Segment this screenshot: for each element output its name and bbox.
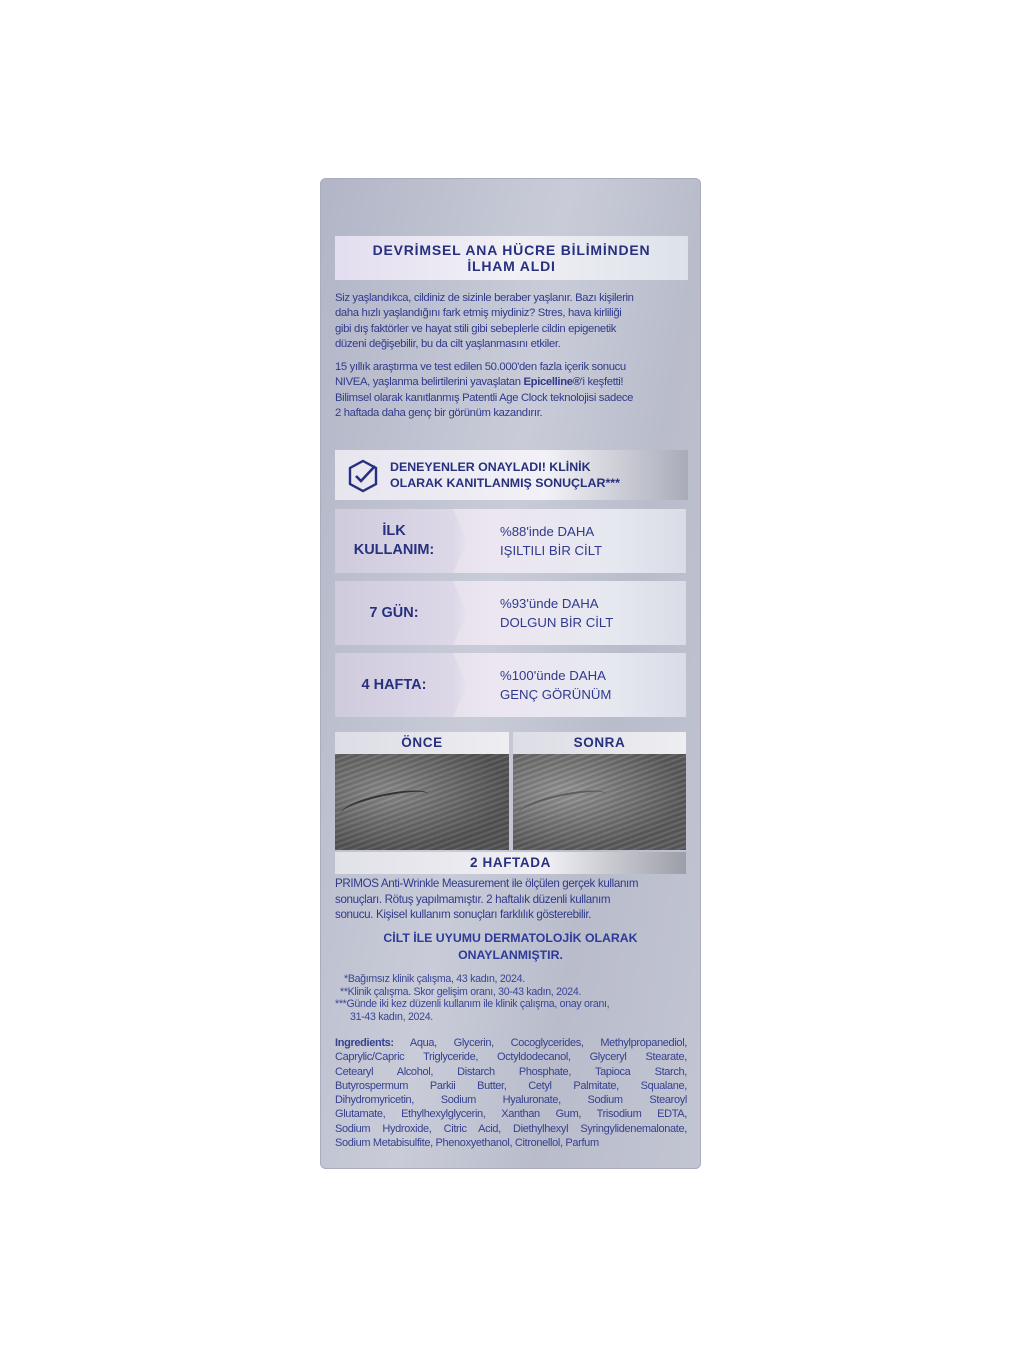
after-label: SONRA xyxy=(513,732,686,754)
text-line: daha hızlı yaşlandığını fark etmiş miydiniz? Stres, hava kirliliği xyxy=(335,307,622,320)
result-row-4-weeks xyxy=(335,653,686,717)
result-label xyxy=(335,653,453,717)
text-line xyxy=(335,1036,687,1050)
result-value xyxy=(467,653,686,717)
result-value xyxy=(467,581,686,645)
chevron-divider xyxy=(453,581,467,645)
result-label xyxy=(335,581,453,645)
dermatology-claim xyxy=(335,930,686,964)
text-line: Butyrospermum Parkii Butter, Cetyl Palmitate, Squalane, xyxy=(335,1079,687,1092)
result-row-7-days xyxy=(335,581,686,645)
text-line: sonuçları. Rötuş yapılmamıştır. 2 haftalık düzenli kullanım xyxy=(335,892,611,906)
text-line: ONAYLANMIŞTIR. xyxy=(458,948,563,962)
epicelline-brand: Epicelline® xyxy=(523,376,581,389)
before-skin-image xyxy=(335,754,509,850)
label-line: KULLANIM: xyxy=(353,542,435,558)
text-line: Dihydromyricetin, Sodium Hyaluronate, Sodium Stearoyl xyxy=(335,1094,687,1107)
text-segment: NIVEA, yaşlanma belirtilerini yavaşlatan xyxy=(335,376,524,389)
text-line: Glutamate, Ethylhexylglycerin, Xanthan Gum, Trisodium EDTA, xyxy=(335,1108,687,1121)
research-paragraph xyxy=(335,360,690,422)
text-line: Sodium Hydroxide, Citric Acid, Diethylhexyl Syringylidenemalonate, xyxy=(335,1122,687,1135)
measurement-note xyxy=(335,876,690,923)
period-label: 2 HAFTADA xyxy=(335,852,686,874)
footnote: **Klinik çalışma. Skor gelişim oranı, 30-43 kadın, 2024. xyxy=(340,985,582,998)
headline-line: İLHAM ALDI xyxy=(467,258,556,274)
value-line: IŞILTILI BİR CİLT xyxy=(500,543,603,558)
result-row-first-use xyxy=(335,509,686,573)
label-line: İLK xyxy=(382,523,406,539)
text-line: 2 haftada daha genç bir görünüm kazandırır. xyxy=(335,407,543,420)
headline-box xyxy=(335,236,688,280)
text-line: Cetearyl Alcohol, Distarch Phosphate, Tapioca Starch, xyxy=(335,1065,687,1078)
text-line: 15 yıllık araştırma ve test edilen 50.000'den fazla içerik sonucu xyxy=(335,361,626,373)
before-label: ÖNCE xyxy=(335,732,509,754)
text-line: Siz yaşlandıkca, cildiniz de sizinle beraber yaşlanır. Bazı kişilerin xyxy=(335,292,634,304)
result-value xyxy=(467,509,686,573)
text-line: gibi dış faktörler ve hayat stili gibi sebeplerle cildin epigenetik xyxy=(335,322,617,335)
chevron-divider xyxy=(453,509,467,573)
ingredients-list xyxy=(335,1036,687,1150)
label-line: 7 GÜN: xyxy=(369,604,419,621)
label-line: 4 HAFTA: xyxy=(361,676,427,693)
value-line: %100'ünde DAHA xyxy=(500,668,606,683)
text-line: Sodium Metabisulfite, Phenoxyethanol, Citronellol, Parfum xyxy=(335,1137,599,1150)
text-line: Bilimsel olarak kanıtlanmış Patentli Age Clock teknolojisi sadece xyxy=(335,391,634,404)
intro-paragraph xyxy=(335,291,690,353)
result-label xyxy=(335,509,453,573)
headline-line: DEVRİMSEL ANA HÜCRE BİLİMİNDEN xyxy=(372,242,651,258)
ingredients-label: Ingredients: xyxy=(335,1037,394,1049)
chevron-divider xyxy=(453,653,467,717)
text-line: Caprylic/Capric Triglyceride, Octyldodecanol, Glyceryl Stearate, xyxy=(335,1051,687,1064)
text-line: sonucu. Kişisel kullanım sonuçları farklılık gösterebilir. xyxy=(335,908,592,922)
value-line: %93'ünde DAHA xyxy=(500,596,599,611)
text-line: düzeni değişebilir, bu da cilt yaşlanmasını etkiler. xyxy=(335,338,561,351)
value-line: DOLGUN BİR CİLT xyxy=(500,615,614,630)
footnote: ***Günde iki kez düzenli kullanım ile klinik çalışma, onay oranı, xyxy=(335,998,610,1011)
text-line: PRIMOS Anti-Wrinkle Measurement ile ölçülen gerçek kullanım xyxy=(335,877,639,890)
text-line xyxy=(335,375,690,390)
header-line: DENEYENLER ONAYLADI! KLİNİK xyxy=(390,460,591,474)
footnote: 31-43 kadın, 2024. xyxy=(350,1011,433,1024)
footnotes xyxy=(335,973,690,1024)
text-segment: 'i keşfetti! xyxy=(580,376,624,389)
header-line: OLARAK KANITLANMIŞ SONUÇLAR*** xyxy=(390,476,620,490)
product-back-panel xyxy=(320,178,701,1169)
shield-check-icon xyxy=(345,458,381,494)
text-line: CİLT İLE UYUMU DERMATOLOJİK OLARAK xyxy=(383,931,638,945)
after-skin-image xyxy=(513,754,686,850)
value-line: %88'inde DAHA xyxy=(500,524,595,539)
value-line: GENÇ GÖRÜNÜM xyxy=(500,687,612,702)
footnote: *Bağımsız klinik çalışma, 43 kadın, 2024. xyxy=(344,973,525,985)
text-segment: Aqua, Glycerin, Cocoglycerides, Methylpropanediol, xyxy=(393,1037,687,1049)
clinical-results-header xyxy=(335,450,688,500)
